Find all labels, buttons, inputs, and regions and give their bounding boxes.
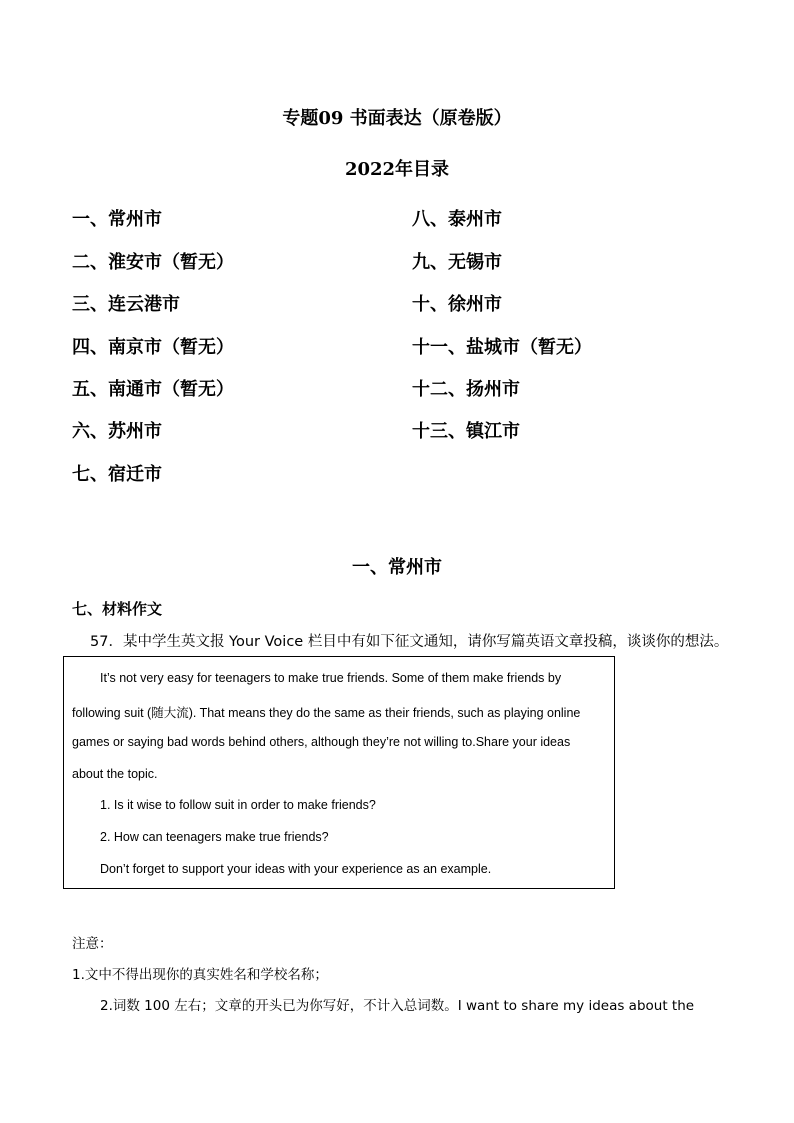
- toc-item: 十一、盐城市（暂无）: [412, 337, 592, 358]
- note-label: 注意：: [72, 936, 113, 952]
- toc-title: 2022年目录: [344, 159, 450, 180]
- section-heading: 一、常州市: [352, 557, 442, 578]
- document-title: 专题09 书面表达（原卷版）: [282, 108, 512, 129]
- writing-prompt-box: [63, 656, 615, 889]
- toc-item: 九、无锡市: [412, 252, 502, 273]
- prompt-line: Don’t forget to support your ideas with your experience as an example.: [100, 862, 492, 876]
- toc-item: 十、徐州市: [412, 294, 502, 315]
- toc-item: 十三、镇江市: [412, 421, 520, 442]
- prompt-line: 1. Is it wise to follow suit in order to make friends?: [100, 798, 376, 812]
- subsection-heading: 七、材料作文: [72, 600, 163, 618]
- note-line: 2.词数 100 左右；文章的开头已为你写好，不计入总词数。I want to share my ideas about the: [100, 998, 695, 1014]
- prompt-line: It’s not very easy for teenagers to make true friends. Some of them make friends by: [100, 671, 562, 685]
- toc-item: 五、南通市（暂无）: [72, 379, 234, 400]
- toc-item: 二、淮安市（暂无）: [72, 252, 234, 273]
- toc-item: 八、泰州市: [412, 209, 502, 230]
- toc-item: 四、南京市（暂无）: [72, 337, 234, 358]
- note-line: 1.文中不得出现你的真实姓名和学校名称；: [72, 967, 328, 983]
- toc-item: 一、常州市: [72, 209, 162, 230]
- prompt-line: following suit (随大流). That means they do the same as their friends, such as playing online: [72, 706, 581, 720]
- toc-item: 十二、扬州市: [412, 379, 520, 400]
- prompt-line: games or saying bad words behind others, although they’re not willing to.Share your ideas: [72, 735, 571, 749]
- toc-item: 七、宿迁市: [72, 464, 162, 485]
- prompt-line: 2. How can teenagers make true friends?: [100, 830, 329, 844]
- prompt-line: about the topic.: [72, 767, 158, 781]
- question-text: 57．某中学生英文报 Your Voice 栏目中有如下征文通知，请你写篇英语文章投稿，谈谈你的想法。: [90, 634, 729, 650]
- toc-item: 三、连云港市: [72, 294, 180, 315]
- toc-item: 六、苏州市: [72, 421, 162, 442]
